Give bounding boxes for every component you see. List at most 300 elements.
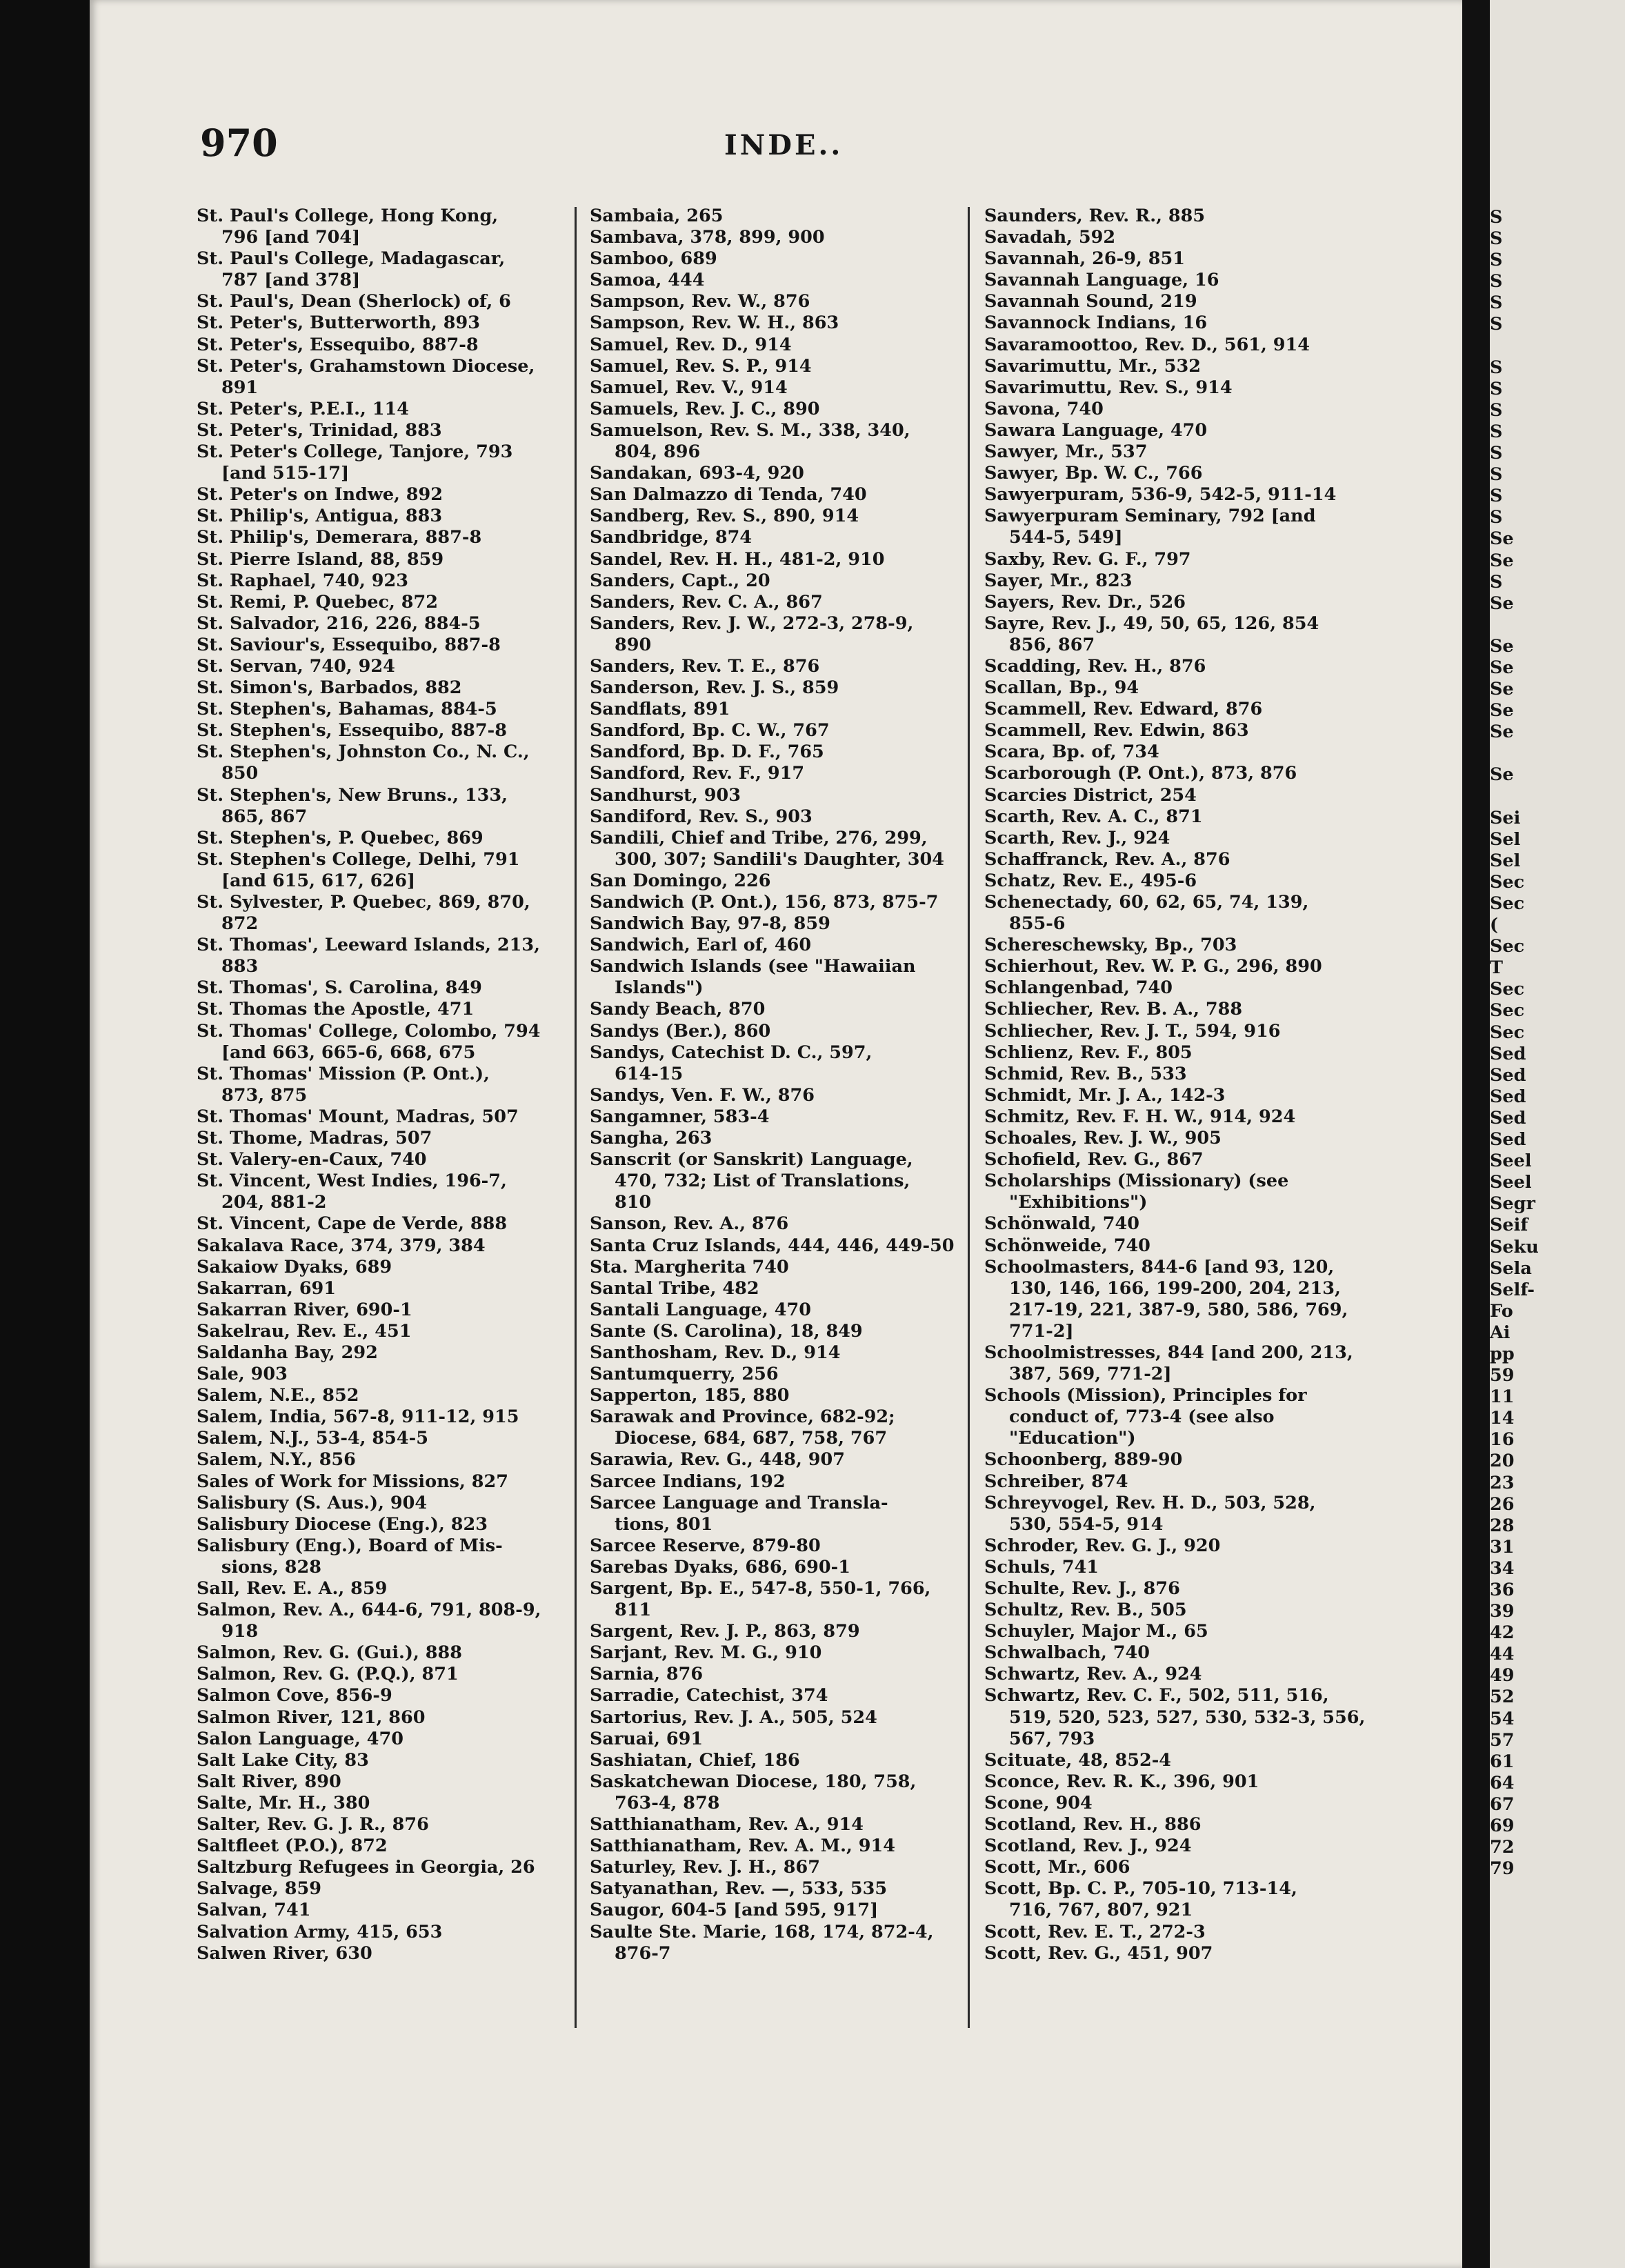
adjacent-page-fragment: S	[1490, 314, 1503, 335]
index-entry: Sandys, Ven. F. W., 876	[590, 1084, 815, 1106]
index-entry: Sambava, 378, 899, 900	[590, 227, 825, 248]
index-entry: Sartorius, Rev. J. A., 505, 524	[590, 1707, 877, 1728]
index-entry-continuation: 567, 793	[1009, 1728, 1095, 1749]
index-entry: Sarcee Reserve, 879-80	[590, 1535, 821, 1556]
index-entry: Sakaiow Dyaks, 689	[197, 1256, 392, 1277]
index-entry: Savannah Language, 16	[984, 270, 1219, 291]
index-entry: Salisbury (S. Aus.), 904	[197, 1492, 428, 1513]
index-entry: Salon Language, 470	[197, 1728, 403, 1749]
index-entry: St. Servan, 740, 924	[197, 655, 395, 677]
index-entry: Salmon River, 121, 860	[197, 1707, 426, 1728]
index-entry: Schulte, Rev. J., 876	[984, 1578, 1180, 1599]
adjacent-page-fragment: Sec	[1490, 871, 1525, 893]
index-entry-continuation: 918	[221, 1621, 259, 1642]
index-entry: Sales of Work for Missions, 827	[197, 1471, 508, 1492]
adjacent-page-edge	[1490, 0, 1625, 2268]
index-entry-continuation: [and 663, 665-6, 668, 675	[221, 1042, 476, 1063]
index-entry: Sandford, Bp. D. F., 765	[590, 742, 824, 763]
index-entry: Sawyer, Bp. W. C., 766	[984, 463, 1203, 484]
adjacent-page-fragment: 52	[1490, 1687, 1515, 1708]
adjacent-page-fragment: Sel	[1490, 828, 1521, 850]
index-entry-continuation: "Education")	[1009, 1428, 1136, 1449]
index-entry: Santumquerry, 256	[590, 1364, 779, 1385]
index-entry: Sandakan, 693-4, 920	[590, 463, 804, 484]
adjacent-page-fragment: Se	[1490, 700, 1514, 722]
index-entry: Sall, Rev. E. A., 859	[197, 1578, 388, 1599]
index-entry: Schuyler, Major M., 65	[984, 1621, 1208, 1642]
adjacent-page-fragment: 36	[1490, 1580, 1515, 1600]
index-entry: Sandhurst, 903	[590, 784, 741, 806]
index-entry-continuation: tions, 801	[615, 1513, 713, 1535]
adjacent-page-fragment: 44	[1490, 1644, 1515, 1665]
index-entry: St. Paul's College, Hong Kong,	[197, 206, 499, 226]
adjacent-page-fragment: 49	[1490, 1665, 1515, 1687]
index-entry: Savannock Indians, 16	[984, 312, 1208, 334]
index-entry: St. Paul's College, Madagascar,	[197, 248, 506, 270]
index-entry: Sanscrit (or Sanskrit) Language,	[590, 1149, 913, 1171]
adjacent-page-fragment: Self-	[1490, 1279, 1535, 1300]
index-entry: Sandberg, Rev. S., 890, 914	[590, 506, 859, 527]
index-entry: Samoa, 444	[590, 270, 705, 291]
index-entry: Salvage, 859	[197, 1878, 322, 1900]
adjacent-page-fragment: S	[1490, 571, 1503, 593]
adjacent-page-fragment: S	[1490, 250, 1503, 271]
adjacent-page-fragment: 57	[1490, 1729, 1515, 1751]
index-entry: Sawyer, Mr., 537	[984, 441, 1148, 463]
adjacent-page-fragment: Sel	[1490, 850, 1521, 871]
index-entry: St. Vincent, West Indies, 196-7,	[197, 1171, 507, 1192]
adjacent-page-fragment: Se	[1490, 528, 1514, 550]
index-entry-continuation: 796 [and 704]	[221, 227, 361, 248]
index-entry-continuation: 872	[221, 913, 259, 935]
adjacent-page-fragment: 61	[1490, 1751, 1515, 1772]
index-entry: Sta. Margherita 740	[590, 1256, 789, 1277]
adjacent-page-fragment: 64	[1490, 1772, 1515, 1793]
index-entry: Schaffranck, Rev. A., 876	[984, 848, 1230, 870]
index-entry: San Dalmazzo di Tenda, 740	[590, 484, 867, 506]
index-entry: Sapperton, 185, 880	[590, 1385, 790, 1406]
index-entry: Sanson, Rev. A., 876	[590, 1213, 789, 1235]
index-entry: Sarawak and Province, 682-92;	[590, 1406, 895, 1428]
index-entry: Schreyvogel, Rev. H. D., 503, 528,	[984, 1492, 1316, 1513]
adjacent-page-fragment: 26	[1490, 1493, 1515, 1515]
column-rule-2	[968, 207, 970, 2028]
index-entry: Schmitz, Rev. F. H. W., 914, 924	[984, 1106, 1296, 1127]
index-entry-continuation: 856, 867	[1009, 634, 1095, 655]
index-entry: Scott, Mr., 606	[984, 1857, 1130, 1878]
adjacent-page-fragment: 67	[1490, 1793, 1515, 1815]
index-entry: Sashiatan, Chief, 186	[590, 1749, 800, 1771]
index-entry-continuation: 890	[615, 634, 652, 655]
index-entry-continuation: 865, 867	[221, 806, 308, 827]
index-entry: Schmidt, Mr. J. A., 142-3	[984, 1084, 1226, 1106]
index-entry: Sakelrau, Rev. E., 451	[197, 1320, 412, 1342]
index-entry: Santhosham, Rev. D., 914	[590, 1342, 841, 1363]
index-entry-continuation: 204, 881-2	[221, 1192, 327, 1213]
index-entry: St. Philip's, Antigua, 883	[197, 506, 443, 527]
index-entry: Samuel, Rev. V., 914	[590, 377, 788, 398]
adjacent-page-fragment: Se	[1490, 635, 1514, 657]
index-entry: St. Pierre Island, 88, 859	[197, 548, 444, 570]
index-entry: St. Saviour's, Essequibo, 887-8	[197, 634, 501, 655]
index-entry: Scammell, Rev. Edwin, 863	[984, 720, 1249, 742]
adjacent-page-fragment: 11	[1490, 1386, 1515, 1408]
index-entry: Sanders, Rev. C. A., 867	[590, 591, 823, 613]
index-entry: Santal Tribe, 482	[590, 1277, 759, 1299]
adjacent-page-fragment: 14	[1490, 1408, 1515, 1429]
index-entry: Scituate, 48, 852-4	[984, 1749, 1172, 1771]
index-entry: Salmon, Rev. G. (P.Q.), 871	[197, 1664, 459, 1685]
index-entry: St. Stephen's, Johnston Co., N. C.,	[197, 742, 530, 763]
index-entry: Saxby, Rev. G. F., 797	[984, 548, 1191, 570]
adjacent-page-fragment: Sei	[1490, 807, 1521, 828]
index-entry: Sanderson, Rev. J. S., 859	[590, 677, 839, 699]
index-entry: Sale, 903	[197, 1364, 288, 1385]
index-entry: St. Peter's on Indwe, 892	[197, 484, 443, 506]
index-entry: Saltfleet (P.O.), 872	[197, 1836, 388, 1857]
page-number: 970	[200, 121, 278, 165]
index-entry: Sandwich (P. Ont.), 156, 873, 875-7	[590, 892, 939, 913]
index-entry: Sampson, Rev. W., 876	[590, 291, 810, 312]
index-entry-continuation: 614-15	[615, 1063, 684, 1084]
index-entry: Schoolmistresses, 844 [and 200, 213,	[984, 1342, 1353, 1363]
index-entry-continuation: [and 615, 617, 626]	[221, 870, 416, 891]
index-entry: Scarth, Rev. A. C., 871	[984, 806, 1203, 827]
adjacent-page-fragment: S	[1490, 486, 1503, 507]
index-entry: Schuls, 741	[984, 1556, 1099, 1578]
adjacent-page-fragment: 69	[1490, 1816, 1515, 1837]
adjacent-page-fragment: Segr	[1490, 1193, 1535, 1215]
index-entry: St. Thomas', Leeward Islands, 213,	[197, 935, 540, 956]
index-entry: Samuelson, Rev. S. M., 338, 340,	[590, 419, 910, 441]
index-entry: Sarcee Language and Transla-	[590, 1492, 888, 1513]
column-rule-1	[575, 207, 577, 2028]
index-entry: St. Thomas' College, Colombo, 794	[197, 1020, 541, 1042]
index-entry: Sawara Language, 470	[984, 419, 1208, 441]
adjacent-page-fragment: Se	[1490, 593, 1514, 614]
index-entry: Scotland, Rev. J., 924	[984, 1836, 1192, 1857]
index-entry: Scholarships (Missionary) (see	[984, 1171, 1289, 1192]
index-entry-continuation: conduct of, 773-4 (see also	[1009, 1406, 1275, 1428]
index-entry: Sandys (Ber.), 860	[590, 1020, 771, 1042]
adjacent-page-fragment: 28	[1490, 1515, 1515, 1536]
index-entry: Sakalava Race, 374, 379, 384	[197, 1235, 486, 1256]
index-entry: St. Peter's, Essequibo, 887-8	[197, 334, 479, 355]
adjacent-page-fragment: Sec	[1490, 979, 1525, 1000]
index-entry: St. Stephen's, Bahamas, 884-5	[197, 699, 497, 720]
index-entry: Savaramoottoo, Rev. D., 561, 914	[984, 334, 1310, 355]
adjacent-page-fragment: Sed	[1490, 1043, 1526, 1064]
index-entry-continuation: 300, 307; Sandili's Daughter, 304	[615, 848, 945, 870]
adjacent-page-fragment: Sec	[1490, 1000, 1525, 1022]
index-entry: St. Stephen's, New Bruns., 133,	[197, 784, 508, 806]
index-entry: St. Peter's, Trinidad, 883	[197, 419, 442, 441]
index-entry: Salte, Mr. H., 380	[197, 1792, 370, 1813]
index-entry-continuation: 804, 896	[615, 441, 701, 463]
index-entry-continuation: [and 515-17]	[221, 463, 350, 484]
adjacent-page-fragment: S	[1490, 271, 1503, 292]
page-header	[200, 121, 1400, 176]
index-entry: Salt River, 890	[197, 1771, 341, 1792]
index-entry: Sargent, Rev. J. P., 863, 879	[590, 1621, 860, 1642]
adjacent-page-fragment: 31	[1490, 1536, 1515, 1558]
adjacent-page-fragment: Seku	[1490, 1236, 1539, 1257]
index-entry: Schoonberg, 889-90	[984, 1449, 1183, 1471]
index-entry-continuation: 811	[615, 1600, 652, 1621]
index-entry-continuation: 855-6	[1009, 913, 1066, 935]
adjacent-page-fragment	[1490, 743, 1625, 764]
index-entry: Saruai, 691	[590, 1728, 704, 1749]
index-entry: Sawyerpuram, 536-9, 542-5, 911-14	[984, 484, 1337, 506]
index-entry: Schwartz, Rev. C. F., 502, 511, 516,	[984, 1685, 1329, 1707]
index-entry: Schliecher, Rev. J. T., 594, 916	[984, 1020, 1281, 1042]
index-entry: Sayre, Rev. J., 49, 50, 65, 126, 854	[984, 613, 1319, 634]
index-entry: Salmon Cove, 856-9	[197, 1685, 392, 1707]
adjacent-page-fragment: Fo	[1490, 1300, 1513, 1322]
adjacent-page-fragment: Sed	[1490, 1064, 1526, 1086]
index-entry: Savarimuttu, Rev. S., 914	[984, 377, 1233, 398]
index-entry: Sangamner, 583-4	[590, 1106, 770, 1127]
adjacent-page-fragment: Se	[1490, 657, 1514, 678]
index-entry: Schereschewsky, Bp., 703	[984, 935, 1237, 956]
index-entry: Schliecher, Rev. B. A., 788	[984, 999, 1243, 1020]
index-entry: Schönweide, 740	[984, 1235, 1150, 1256]
index-entry: St. Stephen's, P. Quebec, 869	[197, 827, 483, 848]
index-entry: Sarawia, Rev. G., 448, 907	[590, 1449, 845, 1471]
adjacent-page-fragment: 42	[1490, 1622, 1515, 1644]
index-entry: Santali Language, 470	[590, 1299, 811, 1320]
index-entry: Scammell, Rev. Edward, 876	[984, 699, 1263, 720]
index-entry: Salem, N.E., 852	[197, 1385, 359, 1406]
index-entry: Sayer, Mr., 823	[984, 570, 1133, 591]
adjacent-page-fragment	[1490, 786, 1625, 808]
adjacent-page-fragment: Se	[1490, 679, 1514, 700]
adjacent-page-fragment: pp	[1490, 1343, 1515, 1364]
adjacent-page-fragment: Se	[1490, 764, 1514, 786]
index-entry: Scarborough (P. Ont.), 873, 876	[984, 763, 1297, 784]
index-entry-continuation: "Exhibitions")	[1009, 1192, 1148, 1213]
index-entry: Scott, Bp. C. P., 705-10, 713-14,	[984, 1878, 1297, 1900]
adjacent-page-fragment: Ai	[1490, 1322, 1511, 1343]
adjacent-page-fragment: S	[1490, 292, 1503, 314]
index-entry: Sandflats, 891	[590, 699, 730, 720]
adjacent-page-fragment: S	[1490, 464, 1503, 486]
index-entry-continuation: 530, 554-5, 914	[1009, 1513, 1164, 1535]
index-entry: Schoales, Rev. J. W., 905	[984, 1128, 1222, 1149]
adjacent-page-fragment: S	[1490, 421, 1503, 442]
index-entry: Satthianatham, Rev. A. M., 914	[590, 1836, 895, 1857]
index-entry-continuation: 873, 875	[221, 1084, 308, 1106]
index-entry: Sandwich Islands (see "Hawaiian	[590, 956, 916, 977]
index-entry: Sambaia, 265	[590, 206, 724, 226]
index-entry: Sandys, Catechist D. C., 597,	[590, 1042, 873, 1063]
adjacent-page-fragment: Sed	[1490, 1129, 1526, 1151]
index-entry: St. Thomas' Mission (P. Ont.),	[197, 1063, 490, 1084]
index-entry: Salem, N.J., 53-4, 854-5	[197, 1428, 428, 1449]
index-entry-continuation: 544-5, 549]	[1009, 527, 1123, 548]
adjacent-page-fragment: S	[1490, 228, 1503, 250]
index-entry: St. Peter's, Butterworth, 893	[197, 312, 481, 334]
index-entry-continuation: 771-2]	[1009, 1320, 1074, 1342]
index-entry: Sarradie, Catechist, 374	[590, 1685, 828, 1707]
index-entry: Sanders, Capt., 20	[590, 570, 770, 591]
index-entry-continuation: 787 [and 378]	[221, 270, 361, 291]
index-entry: Scarth, Rev. J., 924	[984, 827, 1170, 848]
index-entry: Schatz, Rev. E., 495-6	[984, 870, 1197, 891]
index-entry-continuation: 217-19, 221, 387-9, 580, 586, 769,	[1009, 1299, 1348, 1320]
index-entry: St. Sylvester, P. Quebec, 869, 870,	[197, 892, 530, 913]
index-entry: Salvan, 741	[197, 1900, 311, 1921]
index-entry: Savannah, 26-9, 851	[984, 248, 1185, 270]
index-entry: Sandy Beach, 870	[590, 999, 766, 1020]
index-entry: St. Paul's, Dean (Sherlock) of, 6	[197, 291, 511, 312]
index-entry: Savannah Sound, 219	[984, 291, 1197, 312]
running-head: INDE..	[724, 129, 844, 161]
adjacent-page-fragment: S	[1490, 399, 1503, 421]
index-entry: St. Peter's, P.E.I., 114	[197, 398, 409, 419]
index-entry: Saltzburg Refugees in Georgia, 26	[197, 1857, 535, 1878]
index-entry: Sargent, Bp. E., 547-8, 550-1, 766,	[590, 1578, 931, 1599]
index-entry: St. Remi, P. Quebec, 872	[197, 591, 439, 613]
index-entry: Sandili, Chief and Tribe, 276, 299,	[590, 827, 928, 848]
index-entry: Sakarran, 691	[197, 1277, 337, 1299]
index-entry: Sawyerpuram Seminary, 792 [and	[984, 506, 1316, 527]
index-entry: Sandwich, Earl of, 460	[590, 935, 812, 956]
index-entry: Sandiford, Rev. S., 903	[590, 806, 812, 827]
adjacent-page-fragment	[1490, 336, 1625, 357]
index-entry: Sandel, Rev. H. H., 481-2, 910	[590, 548, 885, 570]
index-entry: Sconce, Rev. R. K., 396, 901	[984, 1771, 1259, 1792]
index-entry: Sanders, Rev. T. E., 876	[590, 655, 820, 677]
index-entry: Schwartz, Rev. A., 924	[984, 1664, 1202, 1685]
adjacent-page-fragment: 34	[1490, 1558, 1515, 1579]
adjacent-page-fragment: 16	[1490, 1429, 1515, 1451]
adjacent-page-fragment: 39	[1490, 1601, 1515, 1622]
adjacent-page-fragment: (	[1490, 915, 1499, 936]
index-entry-continuation: 130, 146, 166, 199-200, 204, 213,	[1009, 1277, 1341, 1299]
adjacent-page-fragment: S	[1490, 507, 1503, 528]
index-entry: Scadding, Rev. H., 876	[984, 655, 1206, 677]
adjacent-page-fragment: S	[1490, 357, 1503, 378]
index-entry: Sampson, Rev. W. H., 863	[590, 312, 839, 334]
index-entry: St. Stephen's, Essequibo, 887-8	[197, 720, 507, 742]
index-entry: Samuel, Rev. S. P., 914	[590, 355, 812, 377]
index-entry: Scallan, Bp., 94	[984, 677, 1139, 699]
adjacent-page-fragment: Sed	[1490, 1086, 1526, 1107]
index-entry: St. Raphael, 740, 923	[197, 570, 409, 591]
index-entry: Schönwald, 740	[984, 1213, 1140, 1235]
index-entry: Sangha, 263	[590, 1128, 712, 1149]
index-entry: Schultz, Rev. B., 505	[984, 1600, 1187, 1621]
index-entry: St. Vincent, Cape de Verde, 888	[197, 1213, 508, 1235]
index-entry-continuation: 387, 569, 771-2]	[1009, 1364, 1172, 1385]
index-entry-continuation: sions, 828	[221, 1556, 321, 1578]
index-entry-continuation: 519, 520, 523, 527, 530, 532-3, 556,	[1009, 1707, 1366, 1728]
index-entry: Satyanathan, Rev. —, 533, 535	[590, 1878, 888, 1900]
adjacent-page-fragment: Seel	[1490, 1172, 1532, 1193]
index-entry-continuation: 810	[615, 1192, 652, 1213]
index-entry: Savadah, 592	[984, 227, 1116, 248]
index-entry: Sandbridge, 874	[590, 527, 752, 548]
index-entry: St. Thome, Madras, 507	[197, 1128, 432, 1149]
index-entry: Savona, 740	[984, 398, 1104, 419]
index-entry: Salvation Army, 415, 653	[197, 1921, 443, 1942]
index-column-1	[197, 206, 557, 1964]
index-entry: Sarnia, 876	[590, 1664, 704, 1685]
adjacent-page-text	[1490, 207, 1625, 1880]
index-entry: Sakarran River, 690-1	[197, 1299, 412, 1320]
index-entry: Schoolmasters, 844-6 [and 93, 120,	[984, 1256, 1335, 1277]
index-entry: Scott, Rev. G., 451, 907	[984, 1942, 1213, 1964]
index-entry: Saunders, Rev. R., 885	[984, 206, 1206, 226]
adjacent-page-fragment: Sec	[1490, 893, 1525, 914]
index-entry: Salter, Rev. G. J. R., 876	[197, 1814, 429, 1836]
index-entry-continuation: 716, 767, 807, 921	[1009, 1900, 1193, 1921]
index-entry: Salisbury (Eng.), Board of Mis-	[197, 1535, 503, 1556]
index-entry: Saskatchewan Diocese, 180, 758,	[590, 1771, 917, 1792]
index-entry: Salt Lake City, 83	[197, 1749, 369, 1771]
index-entry: Schools (Mission), Principles for	[984, 1385, 1307, 1406]
adjacent-page-fragment: 72	[1490, 1837, 1515, 1858]
index-entry: Satthianatham, Rev. A., 914	[590, 1814, 864, 1836]
index-entry: Schmid, Rev. B., 533	[984, 1063, 1187, 1084]
index-entry-continuation: 876-7	[615, 1942, 671, 1964]
index-entry: Salwen River, 630	[197, 1942, 372, 1964]
adjacent-page-fragment: Sed	[1490, 1107, 1526, 1128]
index-entry: Sarebas Dyaks, 686, 690-1	[590, 1556, 850, 1578]
index-entry: Salem, India, 567-8, 911-12, 915	[197, 1406, 519, 1428]
index-entry: St. Simon's, Barbados, 882	[197, 677, 462, 699]
index-entry: St. Valery-en-Caux, 740	[197, 1149, 427, 1171]
index-entry: Schlienz, Rev. F., 805	[984, 1042, 1193, 1063]
index-entry-continuation: Diocese, 684, 687, 758, 767	[615, 1428, 888, 1449]
index-entry: Samboo, 689	[590, 248, 717, 270]
index-entry-continuation: 891	[221, 377, 259, 398]
index-entry: Scotland, Rev. H., 886	[984, 1814, 1202, 1836]
index-entry: St. Thomas', S. Carolina, 849	[197, 977, 482, 999]
index-entry: Sayers, Rev. Dr., 526	[984, 591, 1186, 613]
index-entry: Samuel, Rev. D., 914	[590, 334, 792, 355]
adjacent-page-fragment: 23	[1490, 1472, 1515, 1493]
adjacent-page-fragment: 79	[1490, 1858, 1515, 1880]
adjacent-page-fragment: S	[1490, 378, 1503, 399]
index-entry: Sandford, Bp. C. W., 767	[590, 720, 830, 742]
index-entry: Salem, N.Y., 856	[197, 1449, 356, 1471]
adjacent-page-fragment: Se	[1490, 550, 1514, 571]
book-gutter	[1462, 0, 1490, 2268]
index-entry-continuation: 850	[221, 763, 259, 784]
index-column-2	[590, 206, 962, 1964]
index-entry: St. Stephen's College, Delhi, 791	[197, 848, 520, 870]
index-entry: Salisbury Diocese (Eng.), 823	[197, 1513, 488, 1535]
index-entry: St. Philip's, Demerara, 887-8	[197, 527, 482, 548]
adjacent-page-fragment: S	[1490, 443, 1503, 464]
index-entry: Sarcee Indians, 192	[590, 1471, 786, 1492]
index-entry-continuation: 883	[221, 956, 259, 977]
index-entry: Schofield, Rev. G., 867	[984, 1149, 1204, 1171]
index-entry: Saturley, Rev. J. H., 867	[590, 1857, 820, 1878]
index-entry: Schlangenbad, 740	[984, 977, 1173, 999]
index-entry: Sarjant, Rev. M. G., 910	[590, 1642, 822, 1664]
adjacent-page-fragment: 54	[1490, 1708, 1515, 1729]
adjacent-page-fragment: Sela	[1490, 1257, 1532, 1279]
index-entry: Scara, Bp. of, 734	[984, 742, 1159, 763]
index-entry: St. Thomas' Mount, Madras, 507	[197, 1106, 519, 1127]
index-entry: Schwalbach, 740	[984, 1642, 1150, 1664]
adjacent-page-fragment: Seif	[1490, 1215, 1528, 1236]
adjacent-page-fragment	[1490, 615, 1625, 636]
index-entry: Sanders, Rev. J. W., 272-3, 278-9,	[590, 613, 914, 634]
